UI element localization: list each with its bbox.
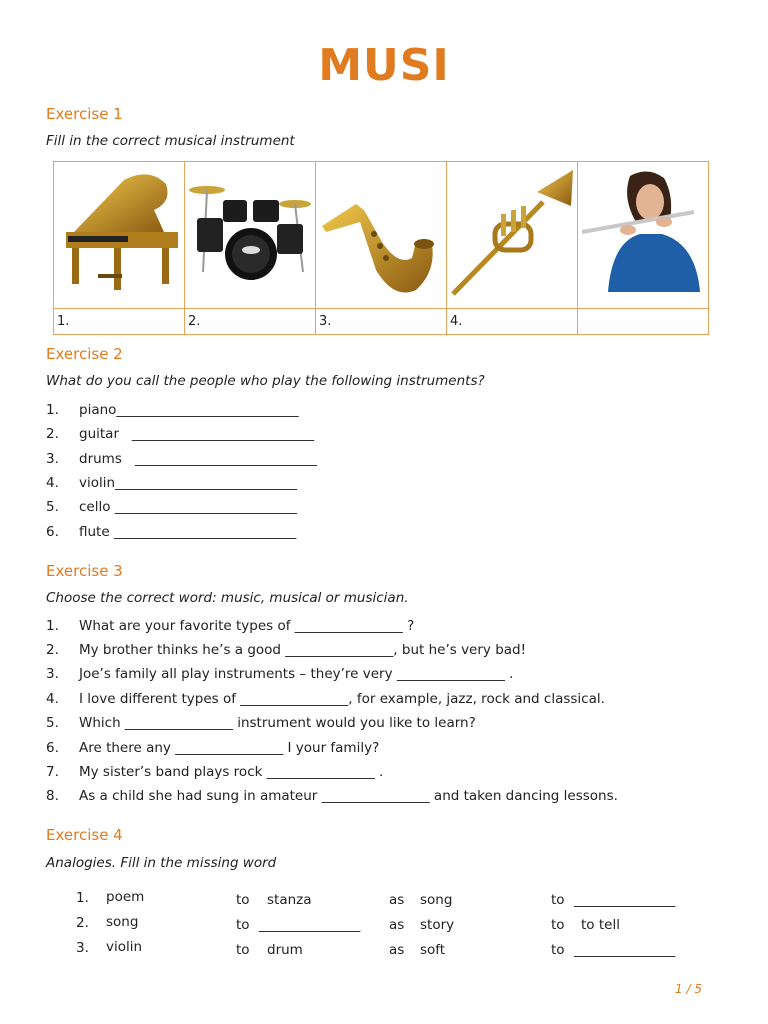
list-item-number: 6. — [46, 740, 59, 756]
analogy-to: to — [551, 917, 565, 933]
analogy-term-d: _______________ — [574, 942, 676, 958]
analogy-number: 3. — [76, 940, 89, 956]
analogy-term-c: song — [420, 892, 453, 908]
list-item: cello ___________________________ — [79, 499, 298, 515]
analogy-number: 2. — [76, 915, 89, 931]
page-title: MUSI — [318, 40, 450, 91]
list-item: What are your favorite types of ________________ ? — [79, 618, 415, 634]
instrument-table — [53, 161, 709, 335]
list-item-number: 3. — [46, 451, 59, 467]
drums-cell — [185, 162, 316, 309]
list-item-number: 8. — [46, 788, 59, 804]
exercise-1-heading: Exercise 1 — [46, 105, 123, 123]
exercise-2-heading: Exercise 2 — [46, 345, 123, 363]
exercise-3-instruction: Choose the correct word: music, musical or musician. — [46, 590, 409, 606]
analogy-to: to — [551, 892, 565, 908]
exercise-4-instruction: Analogies. Fill in the missing word — [46, 855, 277, 871]
list-item: My sister’s band plays rock ________________ . — [79, 764, 384, 780]
list-item-number: 2. — [46, 426, 59, 442]
analogy-to: to — [236, 892, 250, 908]
trumpet-icon — [447, 162, 577, 304]
analogy-to: to — [236, 917, 250, 933]
grand-piano-icon — [54, 162, 184, 304]
answer-cell-4: 4. — [447, 309, 578, 335]
analogy-term-b: stanza — [267, 892, 312, 908]
list-item-number: 4. — [46, 475, 59, 491]
list-item-number: 4. — [46, 691, 59, 707]
analogy-term-d: _______________ — [574, 892, 676, 908]
analogy-term-b: _______________ — [259, 917, 361, 933]
list-item-number: 3. — [46, 666, 59, 682]
analogy-term-b: drum — [267, 942, 303, 958]
list-item: guitar ___________________________ — [79, 426, 315, 442]
analogy-term-d: to tell — [581, 917, 620, 933]
exercise-3-heading: Exercise 3 — [46, 562, 123, 580]
list-item: violin___________________________ — [79, 475, 298, 491]
analogy-to: to — [551, 942, 565, 958]
exercise-2-instruction: What do you call the people who play the following instruments? — [46, 373, 485, 389]
list-item: flute ___________________________ — [79, 524, 297, 540]
exercise-4-heading: Exercise 4 — [46, 826, 123, 844]
saxophone-icon — [316, 162, 446, 304]
answer-cell-3: 3. — [316, 309, 447, 335]
analogy-as: as — [389, 892, 405, 908]
list-item: I love different types of ________________, for example, jazz, rock and classical. — [79, 691, 605, 707]
analogy-number: 1. — [76, 890, 89, 906]
flute-cell — [578, 162, 709, 309]
list-item-number: 1. — [46, 618, 59, 634]
analogy-as: as — [389, 942, 405, 958]
exercise-1-instruction: Fill in the correct musical instrument — [46, 133, 295, 149]
saxophone-cell — [316, 162, 447, 309]
answer-cell-5 — [578, 309, 709, 335]
list-item: Are there any ________________ I your family? — [79, 740, 380, 756]
analogy-term-c: soft — [420, 942, 446, 958]
list-item-number: 5. — [46, 499, 59, 515]
analogy-term-c: story — [420, 917, 455, 933]
list-item-number: 2. — [46, 642, 59, 658]
list-item: drums ___________________________ — [79, 451, 317, 467]
list-item: piano___________________________ — [79, 402, 299, 418]
list-item: Joe’s family all play instruments – they’re very ________________ . — [79, 666, 514, 682]
analogy-to: to — [236, 942, 250, 958]
piano-cell — [54, 162, 185, 309]
list-item-number: 1. — [46, 402, 59, 418]
page-number: 1 / 5 — [675, 982, 702, 996]
list-item-number: 5. — [46, 715, 59, 731]
analogy-term-a: poem — [106, 889, 145, 905]
answer-cell-2: 2. — [185, 309, 316, 335]
trumpet-cell — [447, 162, 578, 309]
flute-player-icon — [578, 162, 708, 304]
answer-cell-1: 1. — [54, 309, 185, 335]
list-item: My brother thinks he’s a good ________________, but he’s very bad! — [79, 642, 527, 658]
list-item: Which ________________ instrument would you like to learn? — [79, 715, 476, 731]
analogy-term-a: violin — [106, 939, 143, 955]
list-item-number: 7. — [46, 764, 59, 780]
drum-kit-icon — [185, 162, 315, 304]
list-item: As a child she had sung in amateur ________________ and taken dancing lessons. — [79, 788, 618, 804]
analogy-as: as — [389, 917, 405, 933]
list-item-number: 6. — [46, 524, 59, 540]
analogy-term-a: song — [106, 914, 139, 930]
